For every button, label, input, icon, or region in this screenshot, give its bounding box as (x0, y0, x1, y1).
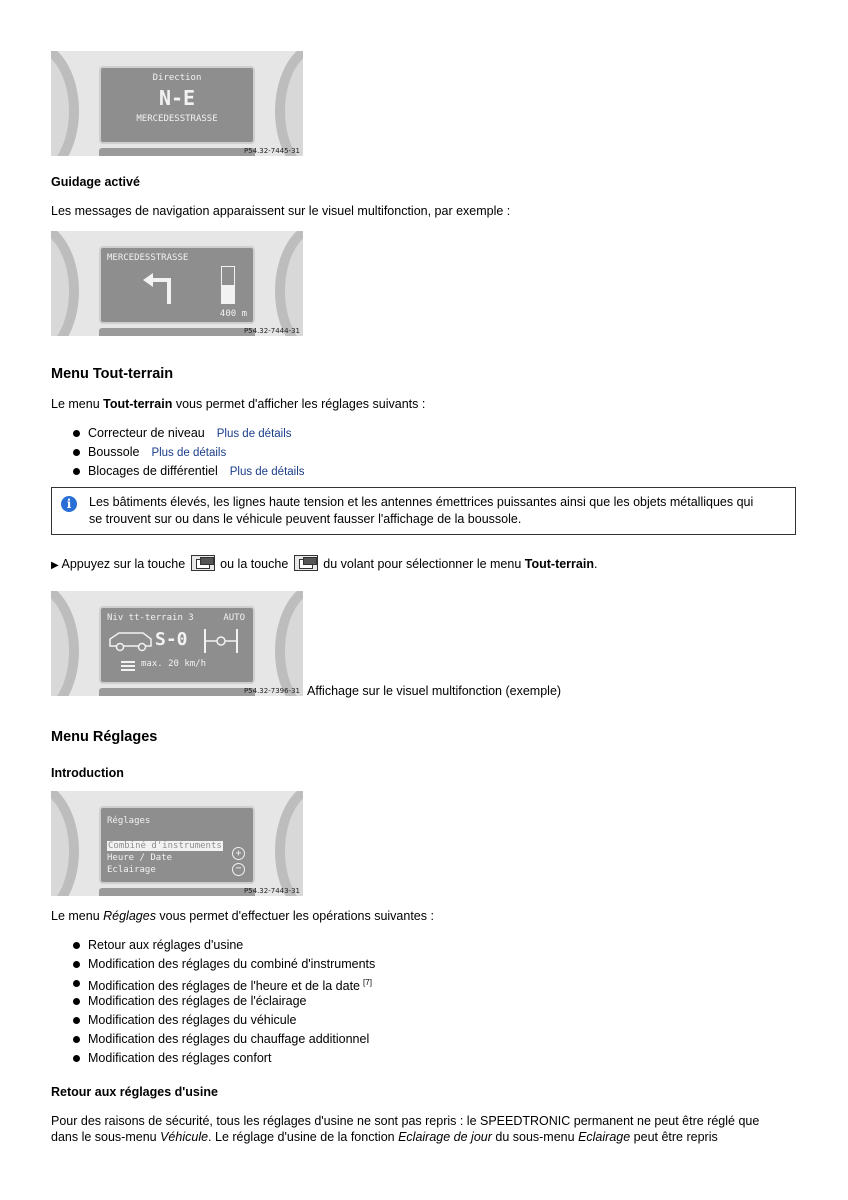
list-item: Blocages de différentiel Plus de détails (51, 462, 305, 481)
display-key-icon (191, 555, 215, 571)
list-item: Boussole Plus de détails (51, 443, 305, 462)
settings-operations-list (51, 936, 375, 1068)
step-arrow-icon: ▶ (51, 560, 59, 571)
guidance-text: Les messages de navigation apparaissent sur le visuel multifonction, par exemple : (51, 204, 511, 218)
heading-settings-menu: Menu Réglages (51, 729, 158, 745)
note-line-2: se trouvent sur ou dans le véhicule peuvent fausser l'affichage de la boussole. (89, 512, 522, 526)
offroad-settings-list (51, 424, 305, 480)
differential-lock-icon (199, 626, 243, 656)
image-reference: P54.32-7443-31 (243, 887, 300, 895)
info-icon: i (61, 496, 77, 512)
display-street: MERCEDESSTRASSE (136, 114, 218, 124)
list-item: Modification des réglages du véhicule (51, 1011, 375, 1030)
display-street: MERCEDESSTRASSE (107, 253, 189, 263)
display-title: Réglages (107, 816, 151, 826)
direction-display-image (51, 51, 303, 156)
details-link[interactable]: Plus de détails (151, 446, 227, 459)
display-title: Direction (152, 73, 202, 83)
turn-left-arrow-icon (141, 270, 181, 306)
display-menu-item: Eclairage (107, 865, 156, 875)
list-item: Modification des réglages de l'éclairage (51, 992, 375, 1011)
display-direction: N-E (158, 86, 196, 110)
display-screen (99, 66, 255, 144)
display-screen (99, 806, 255, 884)
plus-icon: + (232, 847, 245, 860)
display-screen (99, 606, 255, 684)
image-reference: P54.32-7396-31 (243, 687, 300, 695)
display-lock-code: S-0 (155, 629, 188, 650)
details-link[interactable]: Plus de détails (229, 465, 305, 478)
image-caption: Affichage sur le visuel multifonction (exemple) (307, 684, 562, 698)
list-item: Retour aux réglages d'usine (51, 936, 375, 955)
offroad-display-image (51, 591, 303, 696)
settings-display-image (51, 791, 303, 896)
display-level: Niv tt-terrain 3 (107, 613, 194, 623)
image-reference: P54.32-7445-31 (243, 147, 300, 155)
list-item: Correcteur de niveau Plus de détails (51, 424, 305, 443)
offroad-intro: Le menu Tout-terrain vous permet d'afficher les réglages suivants : (51, 397, 426, 411)
reset-paragraph-line-1: Pour des raisons de sécurité, tous les réglages d'usine ne sont pas repris : le SPEEDTRONIC permanent ne peut être réglé que (51, 1114, 760, 1128)
speed-icon (121, 661, 135, 671)
list-item: Modification des réglages du combiné d'instruments (51, 955, 375, 974)
heading-offroad-menu: Menu Tout-terrain (51, 366, 174, 382)
settings-intro: Le menu Réglages vous permet d'effectuer les opérations suivantes : (51, 909, 434, 923)
list-item: Modification des réglages confort (51, 1049, 375, 1068)
display-menu-item: Heure / Date (107, 853, 173, 863)
list-item: Modification des réglages de l'heure et de la date [7] (51, 974, 375, 993)
display-key-icon (294, 555, 318, 571)
display-distance: 400 m (219, 309, 247, 319)
step-instruction: ▶ Appuyez sur la touche ou la touche du volant pour sélectionner le menu Tout-terrain. (51, 557, 598, 571)
heading-factory-reset: Retour aux réglages d'usine (51, 1085, 218, 1099)
display-speed: max. 20 km/h (141, 659, 207, 669)
display-screen (99, 246, 255, 324)
vehicle-icon (107, 628, 155, 652)
details-link[interactable]: Plus de détails (216, 428, 292, 440)
guidance-display-image (51, 231, 303, 336)
note-line-1: Les bâtiments élevés, les lignes haute tension et les antennes émettrices puissantes ainsi que les objets métalliques qui (89, 495, 754, 509)
minus-icon: − (232, 863, 245, 876)
display-menu-item-selected: Combiné d'instruments (108, 841, 222, 851)
list-item: Modification des réglages du chauffage additionnel (51, 1030, 375, 1049)
info-note (51, 487, 796, 535)
heading-introduction: Introduction (51, 766, 124, 780)
distance-bar (221, 266, 235, 304)
reset-paragraph-line-2: dans le sous-menu Véhicule. Le réglage d'usine de la fonction Eclairage de jour du sous-menu Eclairage peut être repris (51, 1130, 718, 1144)
footnote-marker[interactable]: [7] (363, 977, 372, 987)
display-mode: AUTO (223, 613, 245, 623)
image-reference: P54.32-7444-31 (243, 327, 300, 335)
heading-guidance: Guidage activé (51, 175, 140, 189)
